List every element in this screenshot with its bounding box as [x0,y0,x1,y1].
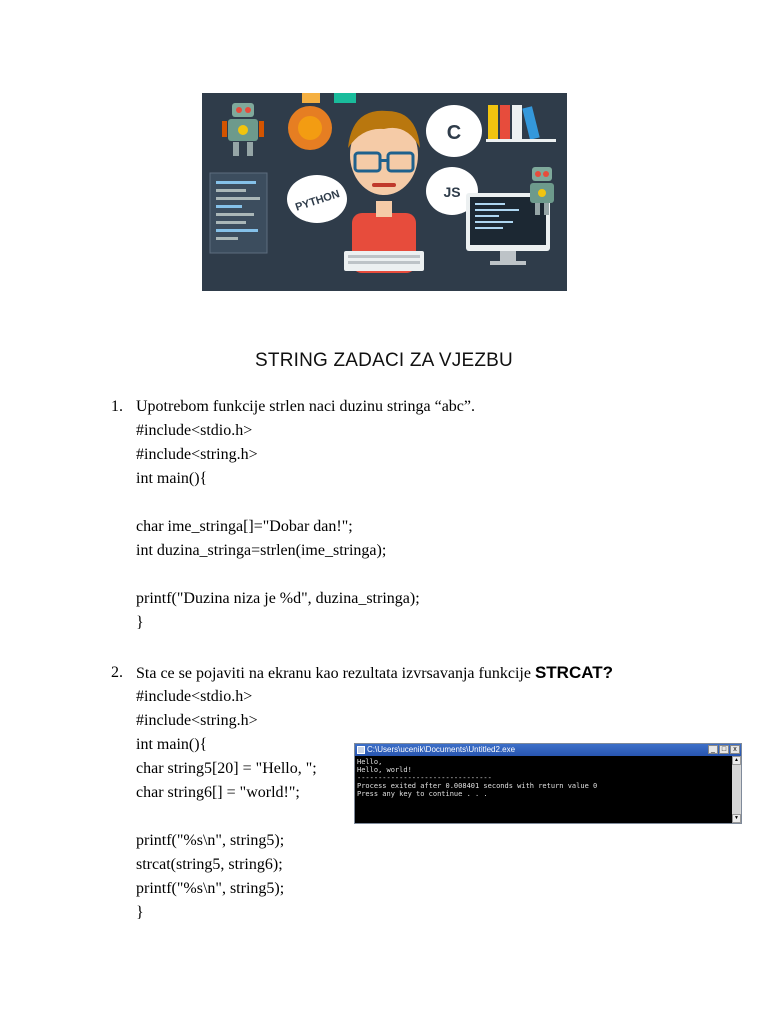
console-line: -------------------------------- [357,774,492,782]
console-line: Process exited after 0.008401 seconds with return value 0 [357,782,598,790]
console-app-icon [357,746,365,754]
hero-illustration [202,93,567,291]
task2-prompt-emphasis: STRCAT? [534,663,613,682]
lightbulb-icon [288,93,356,150]
console-line: Hello, world! [357,766,412,774]
console-scrollbar [732,756,741,823]
scroll-down-icon: ▼ [732,814,741,823]
task2-code-line: int main(){ [136,736,208,753]
console-line: Press any key to continue . . . [357,790,488,798]
task1-code-line: printf("Duzina niza je %d", duzina_stringa); [136,590,420,607]
task2-code-line: #include<string.h> [136,712,258,729]
task1-code-line: #include<string.h> [136,446,258,463]
task2-code-line: printf("%s\n", string5); [136,880,285,897]
programmer-figure [344,111,424,273]
task1-code-line: #include<stdio.h> [136,422,253,439]
task2-code-line: printf("%s\n", string5); [136,832,285,849]
python-bubble [287,175,347,223]
close-icon: x [730,745,740,754]
console-titlebar [355,744,741,756]
task1-code-line: } [136,614,144,631]
svg-text:PYTHON: PYTHON [293,188,342,214]
task2-code-line: strcat(string5, string6); [136,856,283,873]
task1-number: 1. [111,398,123,415]
task2-code-line: #include<stdio.h> [136,688,253,705]
programmer-illustration [202,93,567,291]
page-title: STRING ZADACI ZA VJEZBU [255,350,513,371]
task2-prompt-text: Sta ce se pojaviti na ekranu kao rezultata izvrsavanja funkcije [136,665,535,682]
svg-text:JS: JS [443,184,461,200]
task2-code-line: char string5[20] = "Hello, "; [136,760,317,777]
task2-number: 2. [111,664,123,681]
minimize-icon: _ [708,745,718,754]
task1-code-line: char ime_stringa[]="Dobar dan!"; [136,518,353,535]
svg-text:C: C [446,122,462,144]
console-window [354,743,742,824]
books-icon [486,105,556,142]
console-window-buttons [708,745,740,754]
console-line: Hello, [357,758,383,766]
task1-prompt: Upotrebom funkcije strlen naci duzinu stringa “abc”. [136,398,475,415]
maximize-icon: □ [719,745,729,754]
code-card-left [210,173,267,253]
c-bubble [426,105,482,157]
task2-code-line: char string6[] = "world!"; [136,784,300,801]
robot-left-icon [222,103,264,156]
task2-code-line: } [136,904,144,921]
console-title: C:\Users\ucenik\Documents\Untitled2.exe [367,745,516,754]
scroll-up-icon: ▲ [732,756,741,765]
console-output [355,756,732,823]
task1-code-line: int main(){ [136,470,208,487]
task2-prompt [136,661,613,686]
task1-code-line: int duzina_stringa=strlen(ime_stringa); [136,542,387,559]
